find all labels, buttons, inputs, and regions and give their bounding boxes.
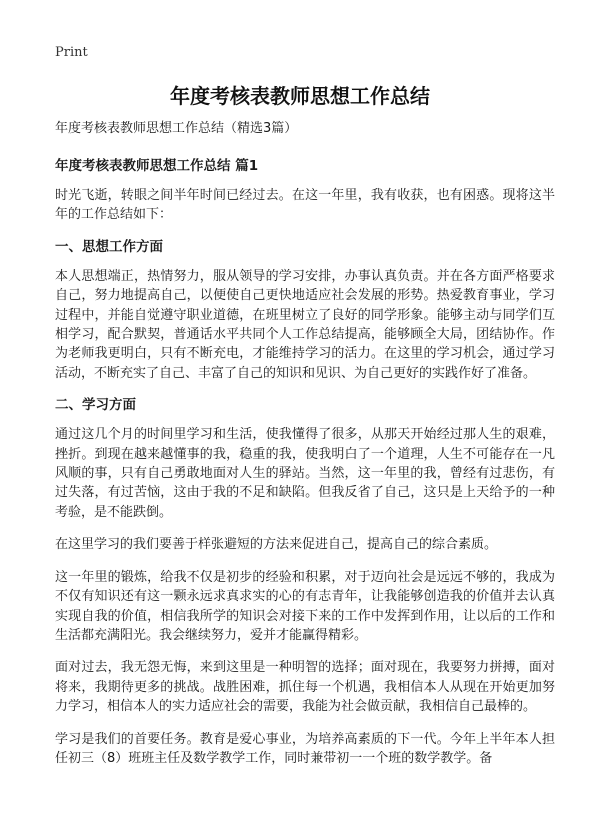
- intro-paragraph: 时光飞逝，转眼之间半年时间已经过去。在这一年里，我有收获，也有困惑。现将这半年的工作总结如下：: [55, 188, 555, 223]
- study-paragraph-1: 通过这几个月的时间里学习和生活，使我懂得了很多，从那天开始经过那人生的艰难，挫折。到现在越来越懂事的我，稳重的我，使我明白了一个道理，人生不可能存在一凡风顺的事，只有自己勇敢地面对人生的驿站。当然，这一年里的我，曾经有过悲伤，有过失落，有过苦恼，这由于我的不足和缺陷。但我反省了自己，这只是上天给予的一种考验，是不能跌倒。: [55, 427, 555, 520]
- document-title: 年度考核表教师思想工作总结: [170, 84, 430, 108]
- document-body: [55, 120, 555, 781]
- article-title: 年度考核表教师思想工作总结 篇1: [55, 158, 259, 174]
- print-link[interactable]: Print: [55, 45, 88, 60]
- thought-work-paragraph: 本人思想端正，热情努力，服从领导的学习安排，办事认真负责。并在各方面严格要求自己，努力地提高自己，以便使自己更快地适应社会发展的形势。热爱教育事业，学习过程中，并能自觉遵守职业道德，在班里树立了良好的同学形象。能够主动与同学们互相学习，配合默契，普通话水平共同个人工作总结提高，能够顾全大局，团结协作。作为老师我更明白，只有不断充电，才能维持学习的活力。在这里的学习机会，通过学习活动，不断充实了自己、丰富了自己的知识和见识、为自己更好的实践作好了准备。: [55, 268, 555, 381]
- section-heading-study: 二、学习方面: [55, 397, 136, 414]
- study-paragraph-5: 学习是我们的首要任务。教育是爱心事业，为培养高素质的下一代。今年上半年本人担任初三（8）班班主任及数学教学工作，同时兼带初一一个班的数学教学。备: [55, 731, 555, 766]
- study-paragraph-3: 这一年里的锻炼，给我不仅是初步的经验和积累，对于迈向社会是远远不够的，我成为不仅有知识还有这一颗永远求真求实的心的有志青年，让我能够创造我的价值并去认真实现自我的价值，相信我所学的知识会对接下来的工作中发挥到作用，让以后的工作和生活都充满阳光。我会继续努力，爱并才能赢得精彩。: [55, 569, 555, 643]
- study-paragraph-2: 在这里学习的我们要善于样张避短的方法来促进自己，提高自己的综合素质。: [55, 537, 498, 553]
- section-heading-thought-work: 一、思想工作方面: [55, 238, 163, 255]
- document-subtitle: 年度考核表教师思想工作总结（精选3篇）: [55, 121, 298, 136]
- study-paragraph-4: 面对过去，我无怨无悔，来到这里是一种明智的选择；面对现在，我要努力拼搏，面对将来，我期待更多的挑战。战胜困难，抓住每一个机遇，我相信本人从现在开始更加努力学习，相信本人的实力适应社会的需要，我能为社会做贡献，我相信自己最棒的。: [55, 660, 555, 715]
